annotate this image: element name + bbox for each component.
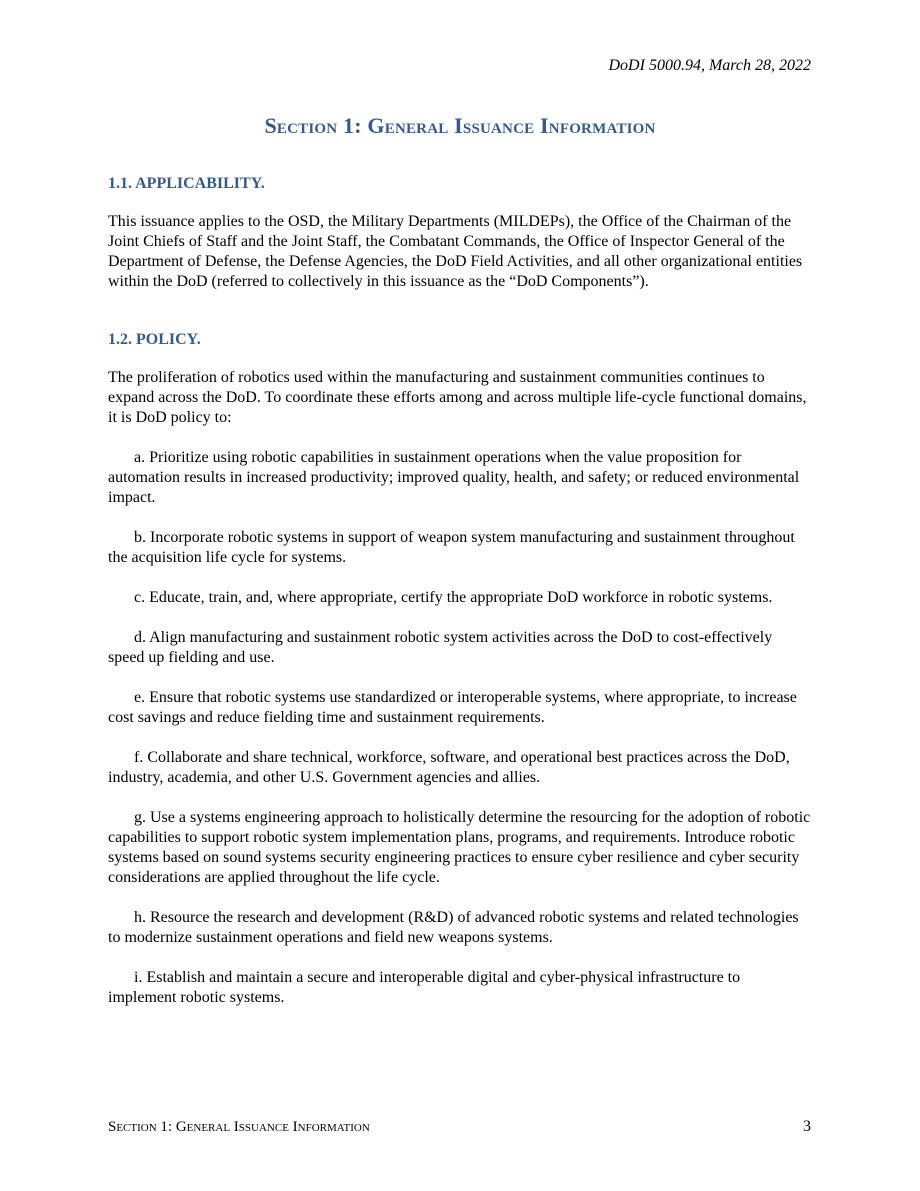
policy-item-f: f. Collaborate and share technical, workforce, software, and operational best practices across the DoD, industry, academia, and other U.S. Government agencies and allies. [108, 749, 790, 786]
page-body [108, 174, 811, 1008]
policy-item-h: h. Resource the research and development (R&D) of advanced robotic systems and related technologies to modernize sustainment operations and field new weapons systems. [108, 909, 799, 946]
policy-item-b: b. Incorporate robotic systems in support of weapon system manufacturing and sustainment throughout the acquisition life cycle for systems. [108, 529, 795, 566]
applicability-paragraph: This issuance applies to the OSD, the Military Departments (MILDEPs), the Office of the Chairman of the Joint Chiefs of Staff and the Joint Staff, the Combatant Commands, the Office of Inspector General of the Department of Defense, the Defense Agencies, the DoD Field Activities, and all other organizational entities within the DoD (referred to collectively in this issuance as the “DoD Components”). [108, 213, 803, 290]
policy-item-e: e. Ensure that robotic systems use standardized or interoperable systems, where appropriate, to increase cost savings and reduce fielding time and sustainment requirements. [108, 689, 797, 726]
policy-item-d: d. Align manufacturing and sustainment robotic system activities across the DoD to cost-effectively speed up fielding and use. [108, 629, 773, 666]
footer-section-label: Section 1: General Issuance Information [108, 1119, 370, 1135]
policy-item-i: i. Establish and maintain a secure and interoperable digital and cyber-physical infrastructure to implement robotic systems. [108, 969, 741, 1006]
applicability-heading: 1.1. APPLICABILITY. [108, 175, 265, 192]
policy-item-c: c. Educate, train, and, where appropriate, certify the appropriate DoD workforce in robotic systems. [134, 589, 773, 606]
section-title: Section 1: General Issuance Information [264, 113, 656, 138]
page-number: 3 [803, 1118, 811, 1135]
policy-item-a: a. Prioritize using robotic capabilities in sustainment operations when the value proposition for automation results in increased productivity; improved quality, health, and safety; or reduced environmental impact. [108, 449, 800, 506]
policy-intro-paragraph: The proliferation of robotics used within the manufacturing and sustainment communities continues to expand across the DoD. To coordinate these efforts among and across multiple life-cycle functional domains, it is DoD policy to: [108, 369, 807, 426]
document-reference: DoDI 5000.94, March 28, 2022 [608, 57, 811, 74]
policy-heading: 1.2. POLICY. [108, 331, 201, 348]
policy-item-g: g. Use a systems engineering approach to holistically determine the resourcing for the adoption of robotic capabilities to support robotic system implementation plans, programs, and requirements. Introduce robotic systems based on sound systems security engineering practices to ensure cyber resilience and cyber security considerations are applied throughout the life cycle. [108, 809, 811, 886]
